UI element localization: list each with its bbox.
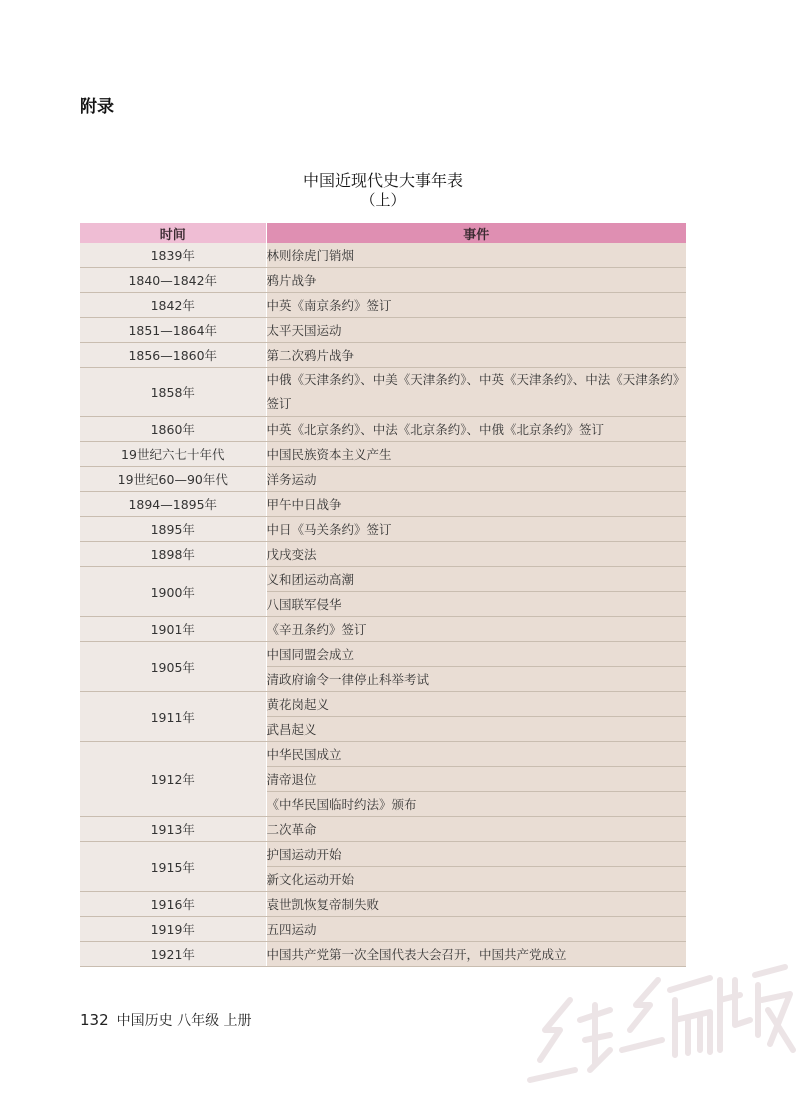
table-row [80,917,686,942]
event-cell: 二次革命 [266,817,686,842]
event-cell: 中英《南京条约》签订 [266,293,686,318]
event-cell: 中华民国成立 [266,742,686,767]
table-row [80,892,686,917]
time-cell: 1921年 [80,942,266,967]
table-row [80,243,686,268]
event-cell: 新文化运动开始 [266,867,686,892]
event-cell: 义和团运动高潮 [266,567,686,592]
event-cell: 五四运动 [266,917,686,942]
event-cell: 八国联军侵华 [266,592,686,617]
event-cell: 护国运动开始 [266,842,686,867]
event-cell: 甲午中日战争 [266,492,686,517]
event-cell: 第二次鸦片战争 [266,343,686,368]
column-header-time: 时间 [80,223,266,243]
events-table-body [80,243,686,967]
event-cell: 清政府谕令一律停止科举考试 [266,667,686,692]
time-cell: 1901年 [80,617,266,642]
time-cell: 1858年 [80,368,266,417]
table-row [80,817,686,842]
event-cell: 中俄《天津条约》、中美《天津条约》、中英《天津条约》、中法《天津条约》签订 [266,368,686,417]
time-cell: 1839年 [80,243,266,268]
event-cell: 中国共产党第一次全国代表大会召开，中国共产党成立 [266,942,686,967]
time-cell: 1840—1842年 [80,268,266,293]
table-row [80,517,686,542]
table-row [80,268,686,293]
event-cell: 《中华民国临时约法》颁布 [266,792,686,817]
table-row [80,492,686,517]
table-row [80,742,686,767]
time-cell: 1851—1864年 [80,318,266,343]
event-cell: 中英《北京条约》、中法《北京条约》、中俄《北京条约》签订 [266,417,686,442]
table-row [80,567,686,592]
time-cell: 1895年 [80,517,266,542]
time-cell: 1911年 [80,692,266,742]
time-cell: 19世纪60—90年代 [80,467,266,492]
table-row [80,942,686,967]
event-cell: 武昌起义 [266,717,686,742]
book-title: 中国历史 八年级 上册 [116,1013,252,1029]
table-row [80,368,686,417]
section-title: 附录 [80,97,114,117]
event-cell: 袁世凯恢复帝制失败 [266,892,686,917]
event-cell: 黄花岗起义 [266,692,686,717]
table-row [80,642,686,667]
time-cell: 1905年 [80,642,266,692]
table-row [80,293,686,318]
table-row [80,692,686,717]
events-table [80,223,686,967]
table-subtitle: （上） [360,191,406,209]
time-cell: 1860年 [80,417,266,442]
table-row [80,842,686,867]
event-cell: 戊戌变法 [266,542,686,567]
table-title: 中国近现代史大事年表 [302,171,463,190]
time-cell: 1919年 [80,917,266,942]
table-row [80,542,686,567]
table-row [80,318,686,343]
event-cell: 清帝退位 [266,767,686,792]
table-row [80,343,686,368]
table-row [80,467,686,492]
time-cell: 1900年 [80,567,266,617]
event-cell: 《辛丑条约》签订 [266,617,686,642]
table-row [80,442,686,467]
time-cell: 1913年 [80,817,266,842]
time-cell: 1915年 [80,842,266,892]
time-cell: 19世纪六七十年代 [80,442,266,467]
time-cell: 1894—1895年 [80,492,266,517]
event-cell: 中国同盟会成立 [266,642,686,667]
time-cell: 1898年 [80,542,266,567]
event-cell: 洋务运动 [266,467,686,492]
event-cell: 中日《马关条约》签订 [266,517,686,542]
event-cell: 鸦片战争 [266,268,686,293]
event-cell: 林则徐虎门销烟 [266,243,686,268]
table-row [80,617,686,642]
event-cell: 中国民族资本主义产生 [266,442,686,467]
event-cell: 太平天国运动 [266,318,686,343]
time-cell: 1842年 [80,293,266,318]
page-footer [80,1010,252,1030]
column-header-event: 事件 [266,223,686,243]
time-cell: 1916年 [80,892,266,917]
time-cell: 1912年 [80,742,266,817]
table-row [80,417,686,442]
time-cell: 1856—1860年 [80,343,266,368]
table-header-row [80,223,686,243]
page-number: 132 [80,1011,109,1029]
